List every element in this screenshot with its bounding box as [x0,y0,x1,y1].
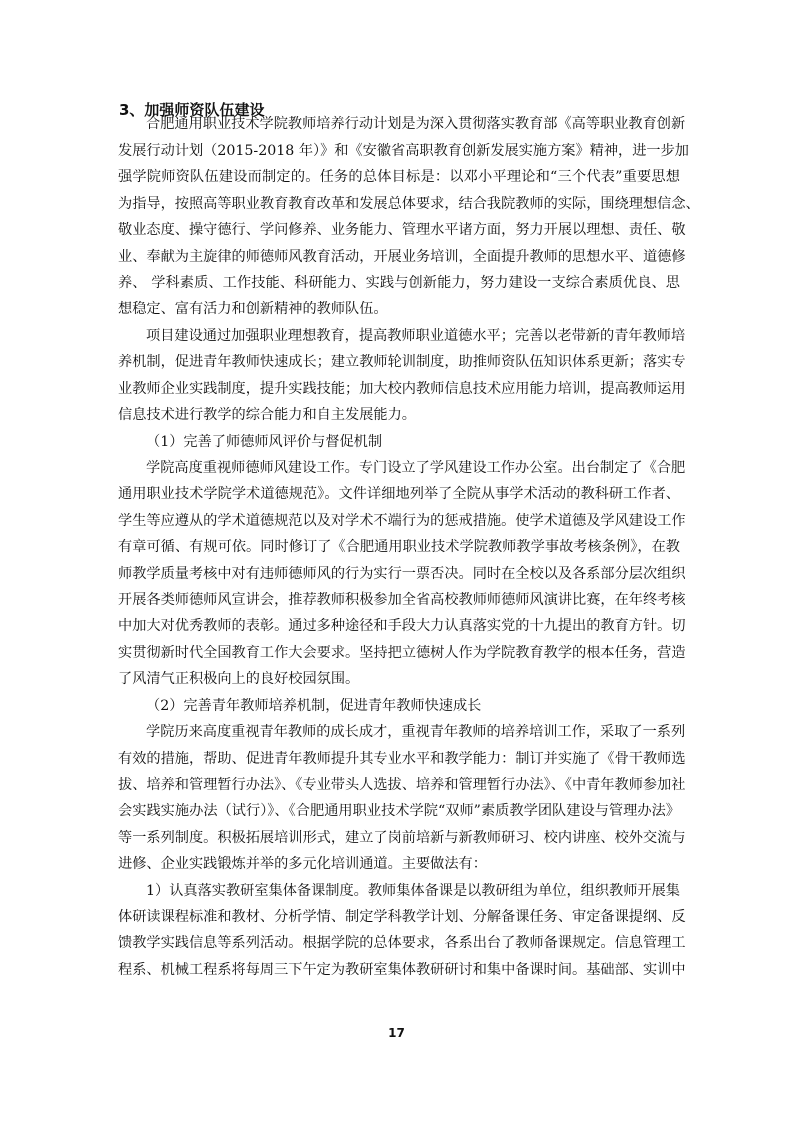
section-title: 3、加强师资队伍建设 [119,101,265,119]
text-line: 等一系列制度。积极拓展培训形式，建立了岗前培新与新教师研习、校内讲座、校外交流与 [118,830,686,846]
text-line: 学院历来高度重视青年教师的成长成才，重视青年教师的培养培训工作，采取了一系列 [146,724,686,740]
text-line: 实贯彻新时代全国教育工作大会要求。坚持把立德树人作为学院教育教学的根本任务，营造 [118,645,686,661]
text-line: 信息技术进行教学的综合能力和自主发展能力。 [118,407,416,423]
text-line: 有效的措施，帮助、促进青年教师提升其专业水平和教学能力：制订并实施了《骨干教师选 [118,751,686,767]
text-line: 中加大对优秀教师的表彰。通过多种途径和手段大力认真落实党的十九提出的教育方针。切 [118,618,686,634]
text-line: 会实践实施办法（试行）》、《合肥通用职业技术学院“双师”素质教学团队建设与管理办法》 [118,803,680,819]
text-line: 敬业态度、操守德行、学问修养、业务能力、管理水平诸方面，努力开展以理想、责任、敬 [118,222,686,238]
text-line: （1）完善了师德师风评价与督促机制 [146,434,383,450]
page-number: 17 [388,1026,405,1040]
text-line: 发展行动计划（2015-2018 年）》和《安徽省高职教育创新发展实施方案》精神，进一步加 [118,143,689,159]
text-line: 程系、机械工程系将每周三下午定为教研室集体教研研讨和集中备课时间。基础部、实训中 [118,962,686,978]
text-line: （2）完善青年教师培养机制，促进青年教师快速成长 [146,698,482,714]
text-line: 进修、企业实践锻炼并举的多元化培训通道。主要做法有： [118,856,487,872]
text-line: 养、 学科素质、工作技能、科研能力、实践与创新能力，努力建设一支综合素质优良、思 [118,275,680,291]
text-line: 项目建设通过加强职业理想教育，提高教师职业道德水平；完善以老带新的青年教师培 [146,328,686,344]
text-line: 开展各类师德师风宣讲会，推荐教师积极参加全省高校教师师德师风演讲比赛，在年终考核 [118,592,686,608]
text-line: 了风清气正积极向上的良好校园氛围。 [118,671,360,687]
text-line: 拔、培养和管理暂行办法》、《专业带头人选拔、培养和管理暂行办法》、《中青年教师参加社 [118,777,686,793]
text-line: 体研读课程标准和教材、分析学情、制定学科教学计划、分解备课任务、审定备课提纲、反 [118,909,686,925]
text-line: 为指导，按照高等职业教育教育改革和发展总体要求，结合我院教师的实际，围绕理想信念、 [118,196,700,212]
text-line: 合肥通用职业技术学院教师培养行动计划是为深入贯彻落实教育部《高等职业教育创新 [146,116,686,132]
text-line: 师教学质量考核中对有违师德师风的行为实行一票否决。同时在全校以及各系部分层次组织 [118,566,686,582]
text-line: 业、奉献为主旋律的师德师风教育活动，开展业务培训，全面提升教师的思想水平、道德修 [118,249,686,265]
text-line: 业教师企业实践制度，提升实践技能；加大校内教师信息技术应用能力培训，提高教师运用 [118,381,686,397]
text-line: 通用职业技术学院学术道德规范》。文件详细地列举了全院从事学术活动的教科研工作者、 [118,486,680,502]
text-line: 学院高度重视师德师风建设工作。专门设立了学风建设工作办公室。出台制定了《合肥 [146,460,686,476]
text-line: 学生等应遵从的学术道德规范以及对学术不端行为的惩戒措施。使学术道德及学风建设工作 [118,513,686,529]
text-line: 养机制，促进青年教师快速成长；建立教师轮训制度，助推师资队伍知识体系更新；落实专 [118,354,686,370]
text-line: 强学院师资队伍建设而制定的。任务的总体目标是：以邓小平理论和“三个代表”重要思想 [118,169,680,185]
text-line: 馈教学实践信息等系列活动。根据学院的总体要求，各系出台了教师备课规定。信息管理工 [118,935,686,951]
text-line: 有章可循、有规可依。同时修订了《合肥通用职业技术学院教师教学事故考核条例》，在教 [118,539,680,555]
text-line: 1）认真落实教研室集体备课制度。教师集体备课是以教研组为单位，组织教师开展集 [146,883,680,899]
text-line: 想稳定、富有活力和创新精神的教师队伍。 [118,301,388,317]
